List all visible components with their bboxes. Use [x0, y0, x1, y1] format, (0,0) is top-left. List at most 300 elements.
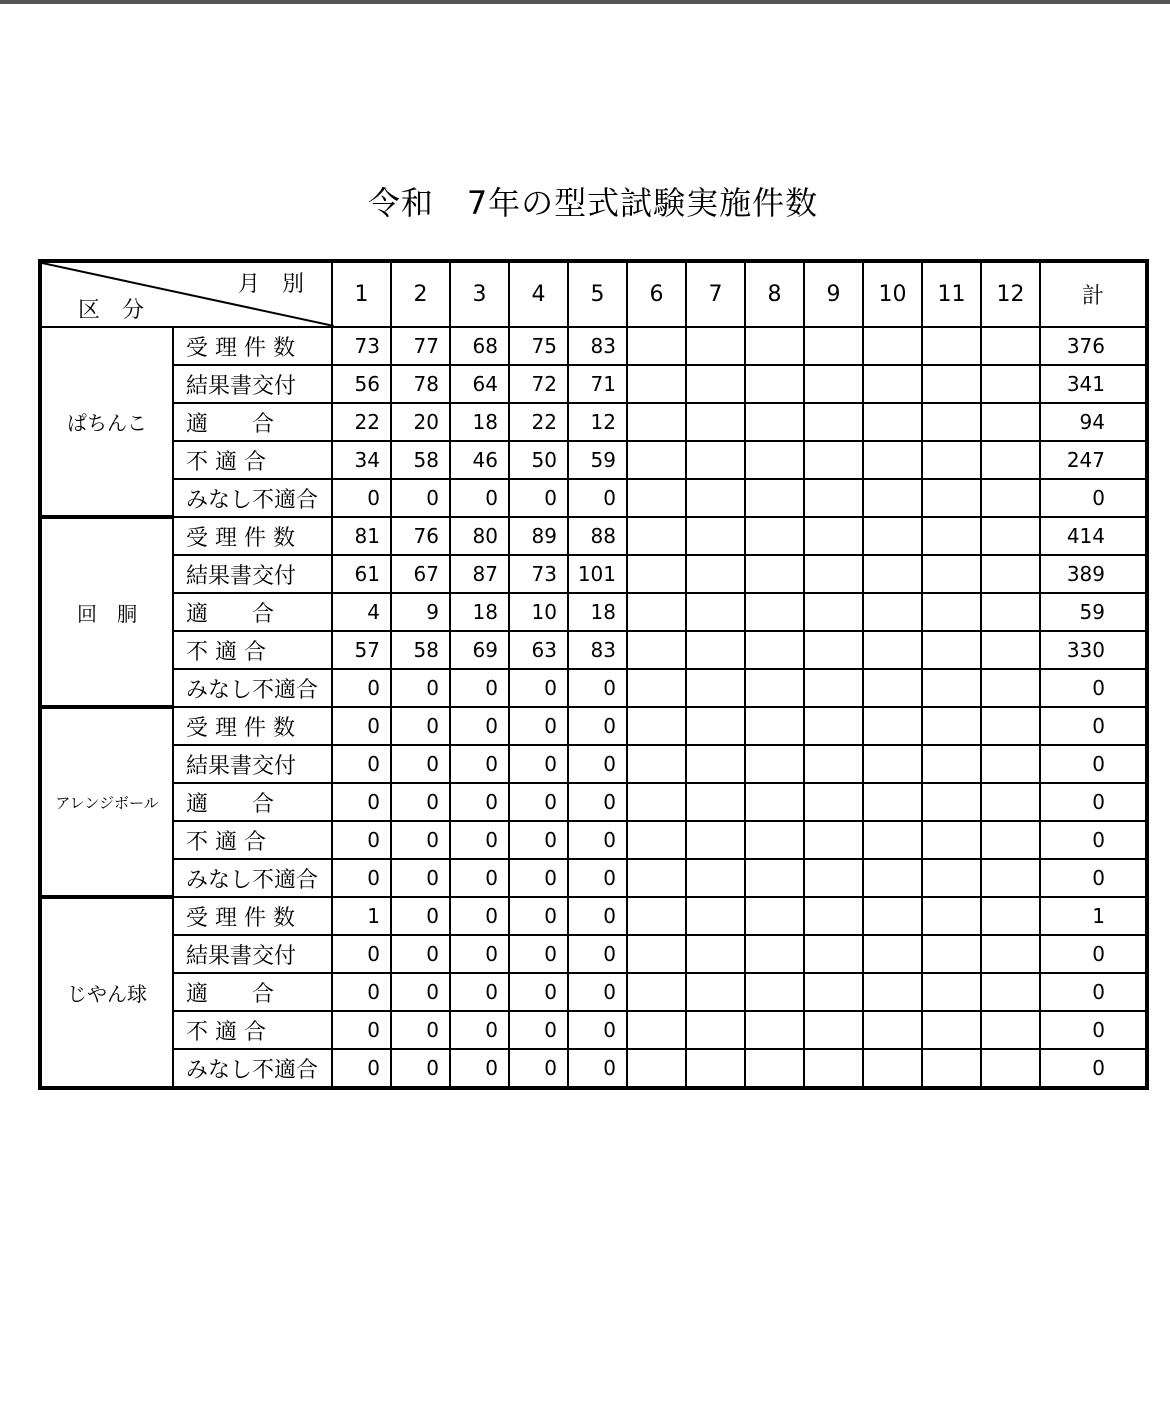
- page-title: 令和 7年の型式試験実施件数: [367, 184, 819, 222]
- table-row: [40, 669, 1147, 707]
- month-value-cell: [686, 821, 745, 859]
- month-value-cell: 0: [450, 1011, 509, 1049]
- month-value-cell: [745, 897, 804, 935]
- row-label: 不 適 合: [173, 1011, 332, 1049]
- month-value-cell: [745, 555, 804, 593]
- month-value-cell: [745, 403, 804, 441]
- total-value-cell: 0: [1040, 973, 1147, 1011]
- month-value-cell: [686, 897, 745, 935]
- month-value-cell: 0: [332, 821, 391, 859]
- category-label: じやん球: [40, 897, 173, 1088]
- month-value-cell: [686, 745, 745, 783]
- month-value-cell: [627, 1011, 686, 1049]
- month-value-cell: [686, 403, 745, 441]
- month-value-cell: [981, 707, 1040, 745]
- month-value-cell: [627, 365, 686, 403]
- month-value-cell: 18: [450, 403, 509, 441]
- month-header-11: 11: [922, 261, 981, 327]
- month-value-cell: 58: [391, 631, 450, 669]
- total-value-cell: 94: [1040, 403, 1147, 441]
- month-value-cell: 0: [332, 745, 391, 783]
- month-value-cell: [981, 327, 1040, 365]
- month-value-cell: [863, 859, 922, 897]
- month-value-cell: [686, 441, 745, 479]
- month-header-7: 7: [686, 261, 745, 327]
- month-value-cell: [863, 403, 922, 441]
- month-value-cell: [745, 593, 804, 631]
- month-value-cell: 56: [332, 365, 391, 403]
- month-header-6: 6: [627, 261, 686, 327]
- row-label: 適 合: [173, 783, 332, 821]
- month-value-cell: [627, 821, 686, 859]
- month-value-cell: [627, 745, 686, 783]
- month-value-cell: 80: [450, 517, 509, 555]
- total-value-cell: 247: [1040, 441, 1147, 479]
- month-value-cell: 0: [391, 859, 450, 897]
- total-value-cell: 330: [1040, 631, 1147, 669]
- category-axis-label: 区 分: [78, 298, 145, 323]
- month-value-cell: [863, 897, 922, 935]
- month-value-cell: [627, 859, 686, 897]
- month-value-cell: [981, 745, 1040, 783]
- month-value-cell: [922, 365, 981, 403]
- month-value-cell: 83: [568, 631, 627, 669]
- month-value-cell: 68: [450, 327, 509, 365]
- month-value-cell: 0: [450, 973, 509, 1011]
- month-value-cell: [863, 783, 922, 821]
- month-value-cell: 0: [509, 479, 568, 517]
- table-row: [40, 1049, 1147, 1088]
- total-value-cell: 0: [1040, 935, 1147, 973]
- month-value-cell: [686, 973, 745, 1011]
- month-value-cell: [627, 327, 686, 365]
- total-value-cell: 376: [1040, 327, 1147, 365]
- month-value-cell: 59: [568, 441, 627, 479]
- month-value-cell: 0: [509, 935, 568, 973]
- row-label: 適 合: [173, 593, 332, 631]
- month-value-cell: [627, 555, 686, 593]
- month-value-cell: [804, 973, 863, 1011]
- month-value-cell: [627, 973, 686, 1011]
- month-value-cell: 0: [568, 935, 627, 973]
- corner-header-cell: [40, 261, 332, 327]
- month-value-cell: 0: [332, 669, 391, 707]
- table-row: [40, 783, 1147, 821]
- month-value-cell: [745, 441, 804, 479]
- month-value-cell: [686, 517, 745, 555]
- table-row: [40, 631, 1147, 669]
- month-value-cell: [627, 707, 686, 745]
- month-value-cell: [922, 973, 981, 1011]
- month-header-1: 1: [332, 261, 391, 327]
- month-value-cell: [922, 479, 981, 517]
- month-value-cell: [981, 821, 1040, 859]
- month-value-cell: 0: [332, 973, 391, 1011]
- month-value-cell: [745, 859, 804, 897]
- month-value-cell: 0: [450, 479, 509, 517]
- month-value-cell: [922, 897, 981, 935]
- month-value-cell: [804, 935, 863, 973]
- month-value-cell: [686, 365, 745, 403]
- month-value-cell: [863, 555, 922, 593]
- row-label: 不 適 合: [173, 631, 332, 669]
- month-value-cell: [627, 593, 686, 631]
- month-value-cell: [863, 593, 922, 631]
- month-value-cell: [981, 479, 1040, 517]
- month-value-cell: 0: [509, 1049, 568, 1088]
- table-row: [40, 555, 1147, 593]
- total-value-cell: 0: [1040, 859, 1147, 897]
- month-value-cell: 77: [391, 327, 450, 365]
- month-value-cell: [627, 441, 686, 479]
- month-value-cell: [804, 327, 863, 365]
- month-value-cell: [863, 973, 922, 1011]
- month-value-cell: 0: [568, 1049, 627, 1088]
- month-value-cell: [804, 631, 863, 669]
- month-value-cell: 10: [509, 593, 568, 631]
- month-value-cell: [922, 935, 981, 973]
- total-value-cell: 0: [1040, 1049, 1147, 1088]
- total-header: 計: [1040, 261, 1147, 327]
- month-value-cell: [745, 1049, 804, 1088]
- month-value-cell: [922, 1011, 981, 1049]
- month-value-cell: [981, 1049, 1040, 1088]
- month-value-cell: 0: [509, 859, 568, 897]
- month-value-cell: [981, 1011, 1040, 1049]
- month-value-cell: [981, 403, 1040, 441]
- month-value-cell: 0: [450, 821, 509, 859]
- month-value-cell: [804, 821, 863, 859]
- row-label: みなし不適合: [173, 1049, 332, 1088]
- month-value-cell: [863, 327, 922, 365]
- category-label: 回 胴: [40, 517, 173, 707]
- month-value-cell: [686, 593, 745, 631]
- month-value-cell: 0: [391, 973, 450, 1011]
- month-value-cell: [922, 1049, 981, 1088]
- month-value-cell: [981, 669, 1040, 707]
- month-value-cell: [686, 669, 745, 707]
- month-value-cell: 0: [391, 897, 450, 935]
- table-row: [40, 327, 1147, 365]
- month-value-cell: 0: [568, 973, 627, 1011]
- month-value-cell: 64: [450, 365, 509, 403]
- month-value-cell: 0: [568, 669, 627, 707]
- total-value-cell: 0: [1040, 669, 1147, 707]
- month-value-cell: 0: [391, 935, 450, 973]
- top-border: [0, 0, 1170, 4]
- month-value-cell: 0: [509, 745, 568, 783]
- month-value-cell: 0: [332, 783, 391, 821]
- row-label: みなし不適合: [173, 859, 332, 897]
- month-value-cell: [922, 821, 981, 859]
- month-value-cell: 0: [332, 935, 391, 973]
- month-header-9: 9: [804, 261, 863, 327]
- month-value-cell: [686, 1011, 745, 1049]
- month-value-cell: [627, 897, 686, 935]
- table-row: [40, 479, 1147, 517]
- row-label: 結果書交付: [173, 555, 332, 593]
- month-value-cell: [981, 441, 1040, 479]
- month-value-cell: [804, 593, 863, 631]
- month-value-cell: 0: [568, 1011, 627, 1049]
- month-value-cell: [804, 479, 863, 517]
- month-value-cell: [981, 783, 1040, 821]
- month-value-cell: 78: [391, 365, 450, 403]
- month-value-cell: 20: [391, 403, 450, 441]
- row-label: 不 適 合: [173, 821, 332, 859]
- month-value-cell: [863, 1049, 922, 1088]
- row-label: 結果書交付: [173, 935, 332, 973]
- month-value-cell: [981, 631, 1040, 669]
- month-value-cell: 75: [509, 327, 568, 365]
- month-value-cell: 0: [391, 707, 450, 745]
- month-value-cell: 0: [450, 935, 509, 973]
- table-row: [40, 935, 1147, 973]
- month-value-cell: [745, 479, 804, 517]
- month-value-cell: [745, 745, 804, 783]
- table-row: [40, 821, 1147, 859]
- month-value-cell: 76: [391, 517, 450, 555]
- total-value-cell: 0: [1040, 745, 1147, 783]
- month-value-cell: [686, 707, 745, 745]
- month-value-cell: 0: [450, 783, 509, 821]
- month-value-cell: [627, 517, 686, 555]
- month-value-cell: 73: [332, 327, 391, 365]
- table-row: [40, 897, 1147, 935]
- month-value-cell: [627, 783, 686, 821]
- month-value-cell: [745, 365, 804, 403]
- month-value-cell: [922, 441, 981, 479]
- total-value-cell: 59: [1040, 593, 1147, 631]
- row-label: みなし不適合: [173, 479, 332, 517]
- statistics-table: [38, 259, 1149, 1090]
- month-value-cell: [627, 631, 686, 669]
- month-value-cell: 22: [332, 403, 391, 441]
- month-value-cell: 22: [509, 403, 568, 441]
- month-value-cell: [922, 745, 981, 783]
- month-value-cell: 0: [391, 1049, 450, 1088]
- total-value-cell: 1: [1040, 897, 1147, 935]
- total-value-cell: 0: [1040, 783, 1147, 821]
- month-value-cell: [981, 897, 1040, 935]
- month-value-cell: [627, 669, 686, 707]
- month-value-cell: [922, 555, 981, 593]
- month-value-cell: 12: [568, 403, 627, 441]
- month-value-cell: 0: [450, 707, 509, 745]
- month-value-cell: 0: [509, 1011, 568, 1049]
- month-value-cell: 18: [450, 593, 509, 631]
- month-value-cell: [686, 859, 745, 897]
- month-value-cell: [922, 517, 981, 555]
- table-row: [40, 403, 1147, 441]
- month-value-cell: [686, 479, 745, 517]
- row-label: 不 適 合: [173, 441, 332, 479]
- month-value-cell: [627, 403, 686, 441]
- month-value-cell: [686, 327, 745, 365]
- month-value-cell: [863, 441, 922, 479]
- month-value-cell: [745, 783, 804, 821]
- month-value-cell: [686, 555, 745, 593]
- month-value-cell: 0: [509, 669, 568, 707]
- month-value-cell: [686, 783, 745, 821]
- month-value-cell: [863, 935, 922, 973]
- month-value-cell: [981, 555, 1040, 593]
- table-row: [40, 441, 1147, 479]
- row-label: 適 合: [173, 973, 332, 1011]
- month-value-cell: [863, 365, 922, 403]
- month-value-cell: 0: [391, 745, 450, 783]
- month-value-cell: [745, 631, 804, 669]
- total-value-cell: 0: [1040, 821, 1147, 859]
- month-value-cell: 0: [332, 859, 391, 897]
- month-value-cell: 50: [509, 441, 568, 479]
- month-value-cell: 0: [391, 821, 450, 859]
- month-value-cell: [745, 935, 804, 973]
- month-value-cell: 67: [391, 555, 450, 593]
- month-value-cell: 0: [332, 1049, 391, 1088]
- month-value-cell: 0: [450, 1049, 509, 1088]
- month-value-cell: [804, 517, 863, 555]
- month-value-cell: [981, 365, 1040, 403]
- month-value-cell: 69: [450, 631, 509, 669]
- month-value-cell: 72: [509, 365, 568, 403]
- month-value-cell: 61: [332, 555, 391, 593]
- month-value-cell: [922, 783, 981, 821]
- month-value-cell: [863, 631, 922, 669]
- month-value-cell: [863, 517, 922, 555]
- month-value-cell: [981, 593, 1040, 631]
- month-value-cell: [804, 1049, 863, 1088]
- month-value-cell: 0: [568, 745, 627, 783]
- month-value-cell: 34: [332, 441, 391, 479]
- month-value-cell: [627, 935, 686, 973]
- month-value-cell: 0: [568, 479, 627, 517]
- month-value-cell: 0: [509, 707, 568, 745]
- month-value-cell: 9: [391, 593, 450, 631]
- month-value-cell: 0: [509, 897, 568, 935]
- month-value-cell: [745, 821, 804, 859]
- row-label: 受 理 件 数: [173, 897, 332, 935]
- month-value-cell: [627, 479, 686, 517]
- month-header-5: 5: [568, 261, 627, 327]
- month-value-cell: 58: [391, 441, 450, 479]
- month-header-8: 8: [745, 261, 804, 327]
- month-value-cell: [745, 327, 804, 365]
- month-value-cell: 89: [509, 517, 568, 555]
- month-header-4: 4: [509, 261, 568, 327]
- table-row: [40, 859, 1147, 897]
- month-header-10: 10: [863, 261, 922, 327]
- month-value-cell: [922, 859, 981, 897]
- month-value-cell: [686, 935, 745, 973]
- month-value-cell: [981, 859, 1040, 897]
- month-value-cell: 0: [509, 783, 568, 821]
- month-header-12: 12: [981, 261, 1040, 327]
- month-value-cell: 73: [509, 555, 568, 593]
- month-value-cell: 0: [332, 707, 391, 745]
- table-row: [40, 365, 1147, 403]
- month-value-cell: 18: [568, 593, 627, 631]
- category-label: アレンジボール: [40, 707, 173, 897]
- month-value-cell: 0: [509, 821, 568, 859]
- month-value-cell: [981, 935, 1040, 973]
- table-row: [40, 745, 1147, 783]
- month-value-cell: 46: [450, 441, 509, 479]
- month-value-cell: [922, 403, 981, 441]
- month-value-cell: [804, 897, 863, 935]
- month-value-cell: [745, 669, 804, 707]
- month-value-cell: [745, 973, 804, 1011]
- month-value-cell: [745, 517, 804, 555]
- month-value-cell: 0: [391, 669, 450, 707]
- total-value-cell: 341: [1040, 365, 1147, 403]
- month-value-cell: [981, 517, 1040, 555]
- month-value-cell: [922, 669, 981, 707]
- table-row: [40, 707, 1147, 745]
- month-value-cell: [981, 973, 1040, 1011]
- month-value-cell: [745, 1011, 804, 1049]
- header-row: [40, 261, 1147, 327]
- row-label: 受 理 件 数: [173, 327, 332, 365]
- month-value-cell: 0: [391, 479, 450, 517]
- month-value-cell: 4: [332, 593, 391, 631]
- total-value-cell: 0: [1040, 707, 1147, 745]
- month-value-cell: 0: [332, 479, 391, 517]
- month-value-cell: [627, 1049, 686, 1088]
- month-value-cell: 83: [568, 327, 627, 365]
- month-value-cell: 0: [568, 707, 627, 745]
- row-label: 適 合: [173, 403, 332, 441]
- month-value-cell: 81: [332, 517, 391, 555]
- month-value-cell: [804, 403, 863, 441]
- row-label: 結果書交付: [173, 745, 332, 783]
- month-value-cell: 63: [509, 631, 568, 669]
- table-row: [40, 593, 1147, 631]
- month-value-cell: 0: [391, 783, 450, 821]
- month-axis-label: 月 別: [238, 272, 305, 297]
- total-value-cell: 0: [1040, 1011, 1147, 1049]
- month-value-cell: 0: [450, 745, 509, 783]
- month-value-cell: [922, 593, 981, 631]
- month-value-cell: [863, 745, 922, 783]
- month-value-cell: [922, 631, 981, 669]
- table-row: [40, 517, 1147, 555]
- month-value-cell: 0: [450, 669, 509, 707]
- total-value-cell: 0: [1040, 479, 1147, 517]
- month-value-cell: 0: [568, 821, 627, 859]
- month-value-cell: [804, 859, 863, 897]
- month-header-2: 2: [391, 261, 450, 327]
- total-value-cell: 414: [1040, 517, 1147, 555]
- month-value-cell: 0: [568, 783, 627, 821]
- month-value-cell: 0: [450, 897, 509, 935]
- table-row: [40, 973, 1147, 1011]
- month-value-cell: [863, 707, 922, 745]
- month-value-cell: 0: [568, 859, 627, 897]
- month-value-cell: 0: [450, 859, 509, 897]
- month-value-cell: [804, 707, 863, 745]
- row-label: 結果書交付: [173, 365, 332, 403]
- month-value-cell: 71: [568, 365, 627, 403]
- month-value-cell: [686, 1049, 745, 1088]
- month-value-cell: 0: [509, 973, 568, 1011]
- month-header-3: 3: [450, 261, 509, 327]
- month-value-cell: [922, 707, 981, 745]
- month-value-cell: [804, 365, 863, 403]
- month-value-cell: [804, 745, 863, 783]
- month-value-cell: [804, 783, 863, 821]
- row-label: みなし不適合: [173, 669, 332, 707]
